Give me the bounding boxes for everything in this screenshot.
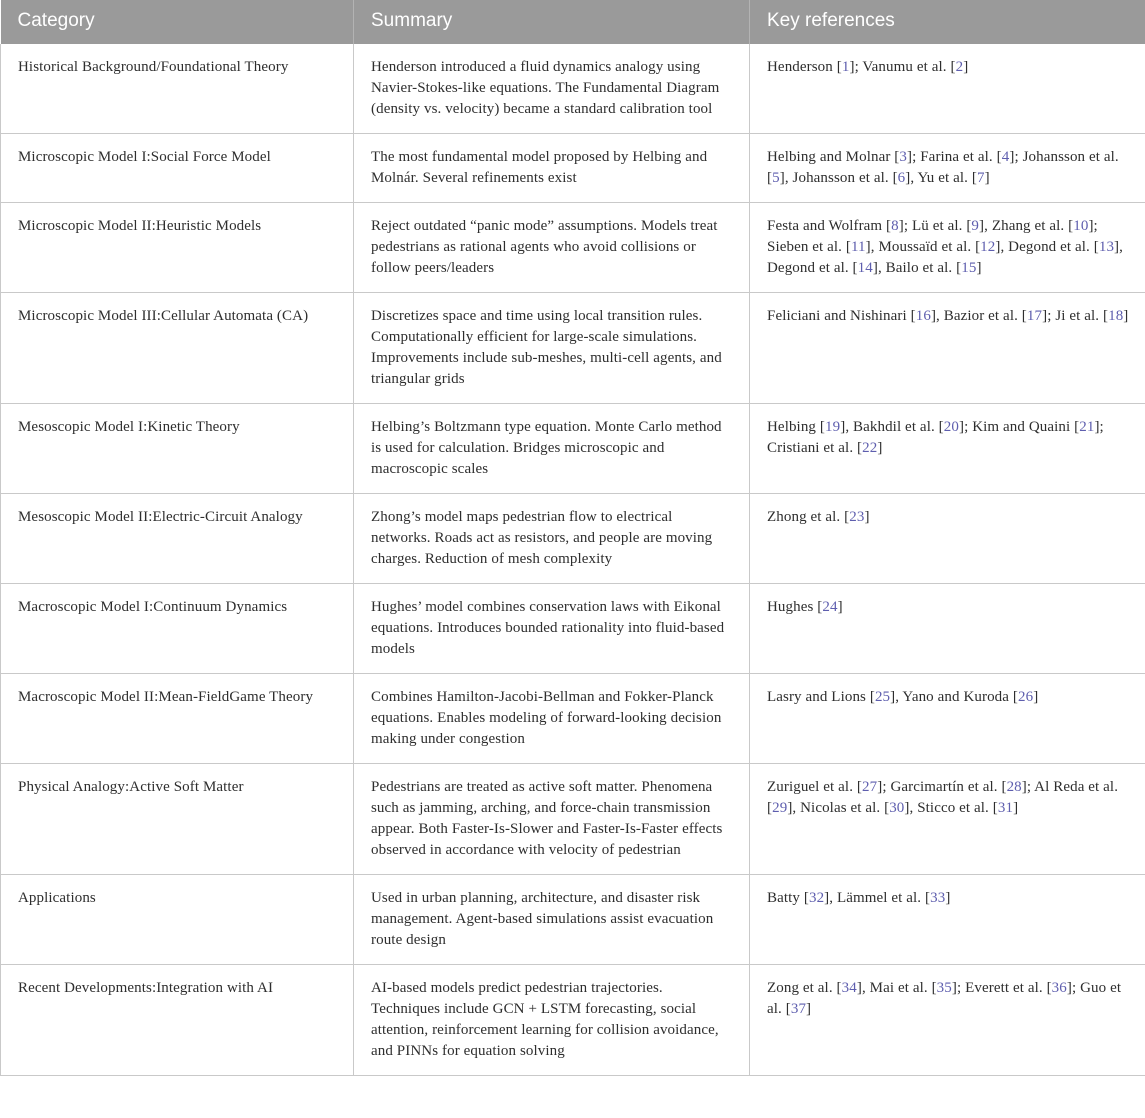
citation-link[interactable]: 13 — [1098, 239, 1115, 255]
citation-link[interactable]: 32 — [808, 890, 825, 906]
table-row — [1, 584, 1145, 674]
summary-cell: Reject outdated “panic mode” assumptions. Models treat pedestrians as rational agents who avoid collisions or follow peers/leaders — [354, 203, 750, 293]
citation-link[interactable]: 9 — [971, 218, 980, 234]
citation-link[interactable]: 26 — [1018, 689, 1034, 705]
citation-link[interactable]: 7 — [976, 170, 985, 186]
citation-link[interactable]: 11 — [851, 239, 866, 255]
column-header-key-references: Key references — [750, 0, 1145, 44]
category-cell: Recent Developments:Integration with AI — [1, 965, 354, 1076]
column-header-summary: Summary — [354, 0, 750, 44]
key-references-cell: Henderson [1]; Vanumu et al. [2] — [750, 44, 1145, 134]
category-cell: Microscopic Model II:Heuristic Models — [1, 203, 354, 293]
table-row — [1, 44, 1145, 134]
citation-link[interactable]: 6 — [897, 170, 906, 186]
summary-cell: Zhong’s model maps pedestrian flow to electrical networks. Roads act as resistors, and people are moving charges. Reduction of mesh complexity — [354, 494, 750, 584]
citation-link[interactable]: 1 — [841, 59, 850, 75]
citation-link[interactable]: 10 — [1073, 218, 1089, 234]
citation-link[interactable]: 4 — [1001, 149, 1010, 165]
key-references-cell: Zuriguel et al. [27]; Garcimartín et al. [28]; Al Reda et al. [29], Nicolas et al. [30], Sticco et al. [31] — [750, 764, 1145, 875]
column-header-category: Category — [1, 0, 354, 44]
key-references-cell: Lasry and Lions [25], Yano and Kuroda [26] — [750, 674, 1145, 764]
table-body — [1, 44, 1145, 1076]
citation-link[interactable]: 34 — [841, 980, 857, 996]
citation-link[interactable]: 19 — [825, 419, 841, 435]
citation-link[interactable]: 18 — [1108, 308, 1124, 324]
key-references-cell: Zhong et al. [23] — [750, 494, 1145, 584]
citation-link[interactable]: 21 — [1079, 419, 1095, 435]
citation-link[interactable]: 2 — [955, 59, 964, 75]
summary-cell: Combines Hamilton-Jacobi-Bellman and Fokker-Planck equations. Enables modeling of forward-looking decision making under congestion — [354, 674, 750, 764]
citation-link[interactable]: 27 — [862, 779, 878, 795]
key-references-cell: Feliciani and Nishinari [16], Bazior et al. [17]; Ji et al. [18] — [750, 293, 1145, 404]
key-references-cell: Hughes [24] — [750, 584, 1145, 674]
category-cell: Microscopic Model III:Cellular Automata (CA) — [1, 293, 354, 404]
category-cell: Mesoscopic Model I:Kinetic Theory — [1, 404, 354, 494]
citation-link[interactable]: 17 — [1026, 308, 1043, 324]
category-cell: Physical Analogy:Active Soft Matter — [1, 764, 354, 875]
category-cell: Macroscopic Model I:Continuum Dynamics — [1, 584, 354, 674]
summary-cell: Used in urban planning, architecture, and disaster risk management. Agent-based simulations assist evacuation route design — [354, 875, 750, 965]
category-cell: Applications — [1, 875, 354, 965]
table-row — [1, 293, 1145, 404]
table-row — [1, 875, 1145, 965]
table-row — [1, 404, 1145, 494]
citation-link[interactable]: 25 — [874, 689, 891, 705]
table-row — [1, 494, 1145, 584]
citation-link[interactable]: 3 — [899, 149, 908, 165]
citation-link[interactable]: 30 — [889, 800, 905, 816]
table-row — [1, 203, 1145, 293]
citation-link[interactable]: 33 — [930, 890, 946, 906]
key-references-cell: Batty [32], Lämmel et al. [33] — [750, 875, 1145, 965]
table-row — [1, 674, 1145, 764]
summary-cell: Hughes’ model combines conservation laws with Eikonal equations. Introduces bounded rationality into fluid-based models — [354, 584, 750, 674]
category-cell: Macroscopic Model II:Mean-FieldGame Theory — [1, 674, 354, 764]
citation-link[interactable]: 29 — [772, 800, 788, 816]
table-row — [1, 764, 1145, 875]
citation-link[interactable]: 15 — [961, 260, 977, 276]
citation-link[interactable]: 36 — [1051, 980, 1067, 996]
citation-link[interactable]: 5 — [772, 170, 780, 186]
citation-link[interactable]: 28 — [1006, 779, 1022, 795]
citation-link[interactable]: 37 — [790, 1001, 807, 1017]
key-references-cell: Helbing [19], Bakhdil et al. [20]; Kim and Quaini [21]; Cristiani et al. [22] — [750, 404, 1145, 494]
citation-link[interactable]: 22 — [862, 440, 878, 456]
summary-cell: Discretizes space and time using local transition rules. Computationally efficient for large-scale simulations. Improvements include sub-meshes, multi-cell agents, and triangular grids — [354, 293, 750, 404]
summary-cell: The most fundamental model proposed by Helbing and Molnár. Several refinements exist — [354, 134, 750, 203]
citation-link[interactable]: 35 — [936, 980, 952, 996]
citation-link[interactable]: 14 — [857, 260, 873, 276]
summary-cell: AI-based models predict pedestrian trajectories. Techniques include GCN + LSTM forecasting, social attention, reinforcement learning for collision avoidance, and PINNs for equation solving — [354, 965, 750, 1076]
key-references-cell: Zong et al. [34], Mai et al. [35]; Everett et al. [36]; Guo et al. [37] — [750, 965, 1145, 1076]
category-cell: Microscopic Model I:Social Force Model — [1, 134, 354, 203]
category-cell: Mesoscopic Model II:Electric-Circuit Analogy — [1, 494, 354, 584]
key-references-cell: Helbing and Molnar [3]; Farina et al. [4]; Johansson et al. [5], Johansson et al. [6], Yu et al. [7] — [750, 134, 1145, 203]
table-row — [1, 134, 1145, 203]
citation-link[interactable]: 24 — [822, 599, 838, 615]
citation-link[interactable]: 16 — [915, 308, 931, 324]
citation-link[interactable]: 8 — [891, 218, 899, 234]
citation-link[interactable]: 31 — [997, 800, 1014, 816]
category-cell: Historical Background/Foundational Theory — [1, 44, 354, 134]
table-header — [1, 0, 1145, 44]
table-row — [1, 965, 1145, 1076]
summary-cell: Helbing’s Boltzmann type equation. Monte Carlo method is used for calculation. Bridges microscopic and macroscopic scales — [354, 404, 750, 494]
summary-cell: Pedestrians are treated as active soft matter. Phenomena such as jamming, arching, and force-chain transmission appear. Both Faster-Is-Slower and Faster-Is-Faster effects observed in accordance with velocity of pedestrian — [354, 764, 750, 875]
key-references-cell: Festa and Wolfram [8]; Lü et al. [9], Zhang et al. [10]; Sieben et al. [11], Moussaïd et al. [12], Degond et al. [13], Degond et al. [14], Bailo et al. [15] — [750, 203, 1145, 293]
summary-cell: Henderson introduced a fluid dynamics analogy using Navier-Stokes-like equations. The Fundamental Diagram (density vs. velocity) became a standard calibration tool — [354, 44, 750, 134]
citation-link[interactable]: 23 — [849, 509, 865, 525]
citation-link[interactable]: 20 — [943, 419, 959, 435]
header-row — [1, 0, 1145, 44]
citation-link[interactable]: 12 — [980, 239, 996, 255]
